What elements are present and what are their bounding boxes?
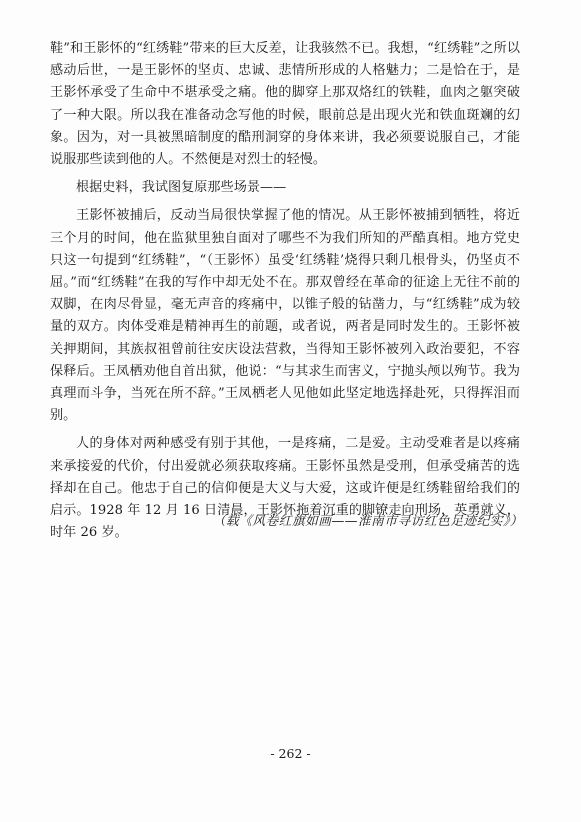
paragraph-1: 鞋”和王影怀的“红绣鞋”带来的巨大反差，让我骇然不已。我想，“红绣鞋”之所以感动后世，一是王影怀的坚贞、忠诚、悲情所形成的人格魅力；二是恰在于，是王影怀承受了生命中不堪承受之痛。他的脚穿上那双烙红的铁鞋，血肉之躯突破了一种大限。所以我在准备动念写他的时候，眼前总是出现火光和铁血斑斓的幻象。因为，对一具被黑暗制度的酷刑洞穿的身体来讲，我必须要说服自己，才能说服那些读到他的人。不然便是对烈士的轻慢。 <box>50 41 520 168</box>
paragraph-3: 王影怀被捕后，反动当局很快掌握了他的情况。从王影怀被捕到牺牲，将近三个月的时间，他在监狱里独自面对了哪些不为我们所知的严酷真相。地方党史只这一句提到“红绣鞋”，“（王影怀）虽受‘红绣鞋’烧得只剩几根骨头，仍坚贞不屈。”而“红绣鞋”在我的写作中却无处不在。那双曾经在革命的征途上无往不前的双脚，在肉尽骨显，毫无声音的疼痛中，以锥子般的钻凿力，与“红绣鞋”成为较量的双方。肉体受难是精神再生的前题，或者说，两者是同时发生的。王影怀被关押期间，其族叔祖曾前往安庆设法营救，当得知王影怀被列入政治要犯，不容保释后。王凤栖劝他自首出狱，他说：“与其求生而害义，宁抛头颅以殉节。我为真理而斗争，当死在所不辞。”王凤栖老人见他如此坚定地选择赴死，只得挥泪而别。 <box>50 208 520 424</box>
body-text <box>50 38 520 550</box>
page-number: - 262 - <box>270 746 311 761</box>
paragraph-4: 人的身体对两种感受有别于其他，一是疼痛，二是爱。主动受难者是以疼痛来承接爱的代价，付出爱就必须获取疼痛。王影怀虽然是受刑，但承受痛苦的选择却在自己。他忠于自己的信仰便是大义与大爱，这或许便是红绣鞋留给我们的启示。1928 年 12 月 16 日清晨，王影怀拖着沉重的脚镣走向刑场，英勇就义，时年 26 岁。 <box>50 436 520 541</box>
source-citation: （载《风卷红旗如画——淮南市寻访红色足迹纪实》） <box>212 514 523 529</box>
paragraph-2: 根据史料，我试图复原那些场景—— <box>76 180 287 196</box>
